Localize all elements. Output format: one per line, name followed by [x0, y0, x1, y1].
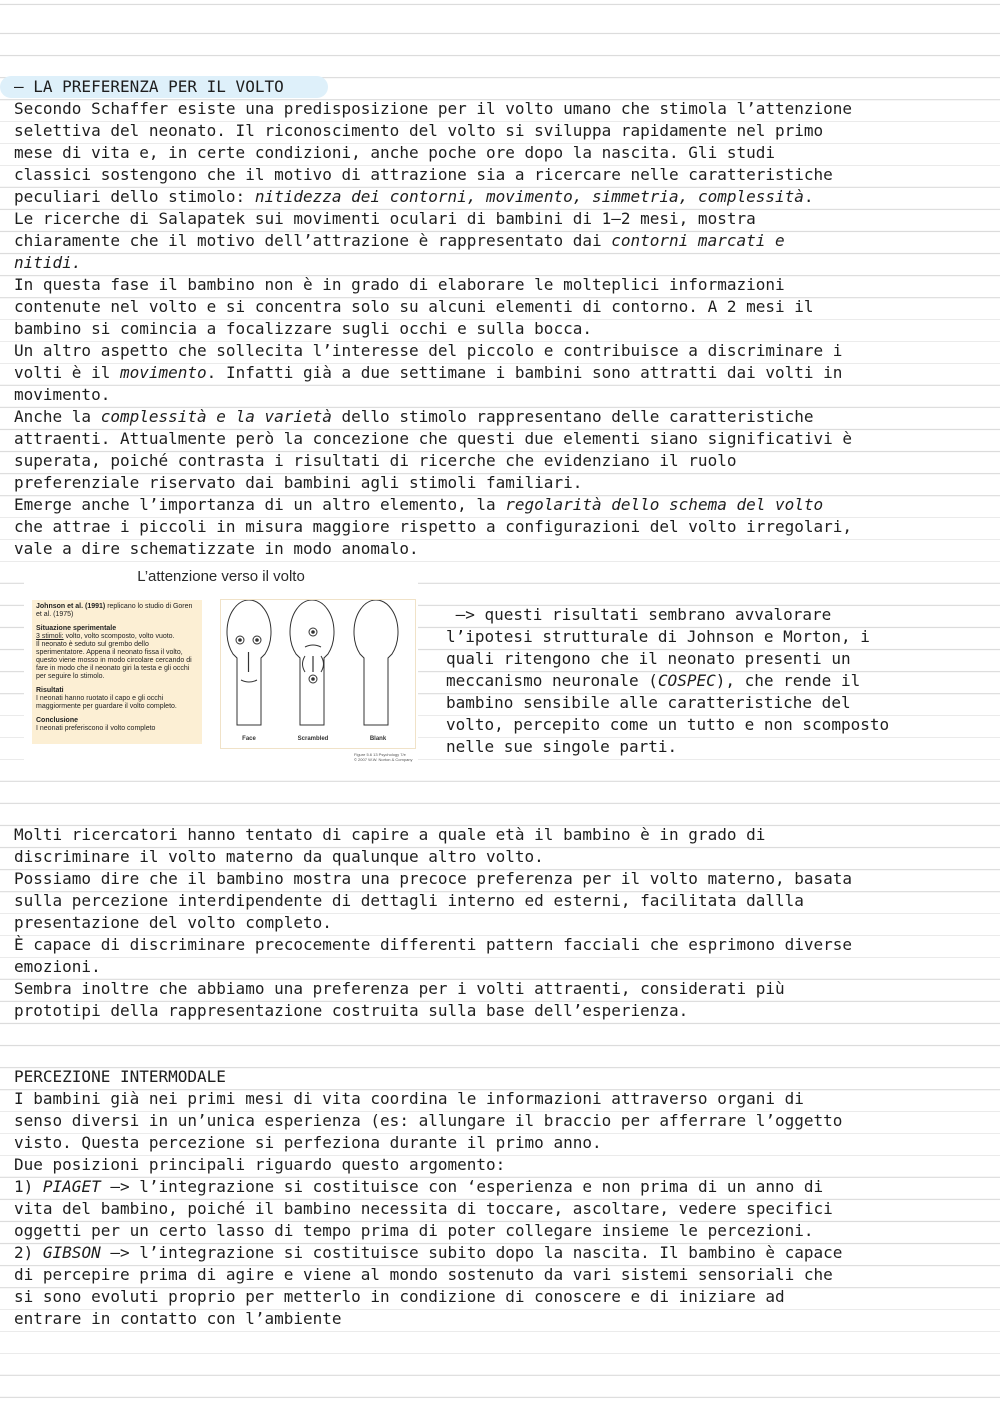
text-run: che attrae i piccoli in misura maggiore rispetto a configurazioni del volto irregolari, — [14, 517, 853, 536]
text-line — [14, 1286, 989, 1308]
text-run: oggetti per un certo lasso di tempo prima di poter collegare insieme le percezioni. — [14, 1221, 814, 1240]
text-line — [14, 230, 989, 252]
text-line — [14, 142, 989, 164]
text-run: volti è il — [14, 363, 120, 382]
italic-text: GIBSON — [42, 1243, 101, 1262]
text-line — [14, 494, 989, 516]
section-title-intermodale: PERCEZIONE INTERMODALE — [14, 1067, 226, 1086]
text-run: presentazione del volto completo. — [14, 913, 332, 932]
text-run: classici sostengono che il motivo di attrazione sia a ricercare nelle caratteristiche — [14, 165, 833, 184]
text-run: –> l’integrazione si costituisce subito dopo la nascita. Il bambino è capace — [100, 1243, 843, 1262]
text-line — [14, 1154, 989, 1176]
text-run: Possiamo dire che il bambino mostra una precoce preferenza per il volto materno, basata — [14, 869, 853, 888]
text-line — [14, 120, 989, 142]
text-run: Sembra inoltre che abbiamo una preferenza per i volti attraenti, considerati più — [14, 979, 785, 998]
text-run: Emerge anche l’importanza di un altro elemento, la — [14, 495, 506, 514]
text-line — [14, 318, 989, 340]
text-line — [14, 450, 989, 472]
text-run: Le ricerche di Salapatek sui movimenti oculari di bambini di 1–2 mesi, mostra — [14, 209, 756, 228]
text-run: Secondo Schaffer esiste una predisposizione per il volto umano che stimola l’attenzione — [14, 99, 853, 118]
text-line — [14, 164, 989, 186]
text-line — [14, 890, 989, 912]
text-line — [14, 1000, 989, 1022]
text-line — [14, 428, 989, 450]
text-run: Molti ricercatori hanno tentato di capire a quale età il bambino è in grado di — [14, 825, 766, 844]
figure-credit-line-2: © 2007 W.W. Norton & Company — [354, 757, 413, 762]
text-line — [14, 406, 989, 428]
text-run: I bambini già nei primi mesi di vita coordina le informazioni attraverso organi di — [14, 1089, 804, 1108]
text-run: bambino sensibile alle caratteristiche del — [446, 693, 851, 712]
slide-conclusione-head: Conclusione — [36, 717, 79, 724]
text-run: chiaramente che il motivo dell’attrazione è rappresentato dai — [14, 231, 612, 250]
fig-label-blank: Blank — [369, 736, 387, 742]
section-body-intermodale — [14, 1088, 989, 1330]
text-line — [446, 692, 986, 714]
text-run: emozioni. — [14, 957, 101, 976]
text-run: –> questi risultati sembrano avvalorare — [446, 605, 832, 624]
italic-text: nitidezza dei contorni, movimento, simmetria, complessità — [254, 187, 804, 206]
text-line — [446, 736, 986, 758]
text-line — [14, 516, 989, 538]
text-run: . — [803, 187, 814, 206]
text-run: bambino si comincia a focalizzare sugli occhi e sulla bocca. — [14, 319, 592, 338]
text-line — [14, 1110, 989, 1132]
text-run: preferenziale riservato dai bambini agli stimoli familiari. — [14, 473, 583, 492]
face-stimuli-figure — [220, 599, 416, 749]
text-run: movimento. — [14, 385, 111, 404]
text-line — [14, 186, 989, 208]
text-line — [446, 670, 986, 692]
section-body-volto — [14, 98, 989, 560]
face-stimulus — [227, 600, 271, 725]
slide-text-box — [32, 600, 202, 744]
text-run: meccanismo neuronale ( — [446, 671, 658, 690]
italic-text: nitidi. — [14, 253, 82, 272]
blank-stimulus — [354, 600, 398, 725]
text-line — [14, 824, 989, 846]
text-run: discriminare il volto materno da qualunque altro volto. — [14, 847, 544, 866]
text-run: ), che rende il — [715, 671, 861, 690]
section-body-volto-materno — [14, 824, 989, 1022]
text-line — [446, 648, 986, 670]
text-line — [14, 912, 989, 934]
side-note-text — [446, 604, 986, 758]
text-run: prototipi della rappresentazione costruita sulla base dell’esperienza. — [14, 1001, 689, 1020]
text-run: entrare in contatto con l’ambiente — [14, 1309, 342, 1328]
italic-text: contorni marcati e — [611, 231, 785, 250]
text-line — [14, 1198, 989, 1220]
text-line — [14, 340, 989, 362]
italic-text: regolarità dello schema del volto — [505, 495, 824, 514]
text-run: visto. Questa percezione si perfeziona durante il primo anno. — [14, 1133, 602, 1152]
text-run: mese di vita e, in certe condizioni, anche poche ore dopo la nascita. Gli studi — [14, 143, 775, 162]
text-line — [446, 604, 986, 626]
text-run: si sono evoluti proprio per metterlo in condizione di conoscere e di iniziare ad — [14, 1287, 785, 1306]
text-line — [14, 846, 989, 868]
text-line — [14, 978, 989, 1000]
text-line — [14, 868, 989, 890]
slide-intro-rest: replicano lo studio di Goren et al. (1975) — [36, 603, 193, 618]
text-run: superata, poiché contrasta i risultati di ricerche che evidenziano il ruolo — [14, 451, 737, 470]
text-run: –> l’integrazione si costituisce con ‘esperienza e non prima di un anno di — [100, 1177, 824, 1196]
fig-label-face: Face — [242, 736, 256, 742]
text-run: vale a dire schematizzate in modo anomalo. — [14, 539, 419, 558]
text-run: volto, percepito come un tutto e non scomposto — [446, 715, 890, 734]
text-run: di percepire prima di agire e viene al mondo sostenuto da vari sistemi sensoriali che — [14, 1265, 833, 1284]
text-run: 2) — [14, 1243, 43, 1262]
slide-risultati-head: Risultati — [36, 687, 64, 694]
slide-intro-bold: Johnson et al. (1991) — [36, 603, 106, 610]
text-line — [14, 1220, 989, 1242]
text-line — [14, 1176, 989, 1198]
fig-label-scrambled: Scrambled — [297, 736, 329, 742]
text-line — [14, 98, 989, 120]
text-line — [14, 208, 989, 230]
text-line — [446, 626, 986, 648]
text-line — [14, 1088, 989, 1110]
text-line — [14, 384, 989, 406]
figure-credit — [354, 752, 413, 762]
text-line — [14, 1308, 989, 1330]
text-line — [14, 274, 989, 296]
text-run: senso diversi in un’unica esperienza (es: allungare il braccio per afferrare l’oggetto — [14, 1111, 843, 1130]
text-run: È capace di discriminare precocemente differenti pattern facciali che esprimono diverse — [14, 935, 853, 954]
text-line — [14, 252, 989, 274]
section-title-volto: – LA PREFERENZA PER IL VOLTO — [14, 77, 284, 96]
embedded-slide-image — [24, 562, 418, 768]
text-run: nelle sue singole parti. — [446, 737, 678, 756]
text-line — [14, 472, 989, 494]
text-run: vita del bambino, poiché il bambino necessita di toccare, ascoltare, vedere specifici — [14, 1199, 833, 1218]
slide-risultati-text: I neonati hanno ruotato il capo e gli occhi maggiormente per guardare il volto completo. — [36, 695, 177, 710]
italic-text: complessità e la varietà — [100, 407, 332, 426]
italic-text: movimento — [119, 363, 207, 382]
slide-stimoli-label: 3 stimoli: — [36, 633, 64, 640]
slide-situazione-text: Il neonato è seduto sul grembo dello sperimentatore. Appena il neonato fissa il volto, questo viene mosso in modo circolare cercando di fare in modo che il neonato giri la testa e gli occhi per seguire lo stimolo. — [36, 641, 192, 680]
text-run: l’ipotesi strutturale di Johnson e Morton, i — [446, 627, 870, 646]
italic-text: COSPEC — [657, 671, 716, 690]
section-intermodale — [14, 1066, 989, 1330]
slide-conclusione-text: I neonati preferiscono il volto completo — [36, 725, 156, 732]
text-run: contenute nel volto e si concentra solo su alcuni elementi di contorno. A 2 mesi il — [14, 297, 814, 316]
text-run: 1) — [14, 1177, 43, 1196]
text-run: attraenti. Attualmente però la concezione che questi due elementi siano significativi è — [14, 429, 853, 448]
text-run: Un altro aspetto che sollecita l’interesse del piccolo e contribuisce a discriminare i — [14, 341, 843, 360]
italic-text: PIAGET — [42, 1177, 101, 1196]
text-run: sulla percezione interdipendente di dettagli interno ed esterni, facilitata dallla — [14, 891, 804, 910]
text-run: quali ritengono che il neonato presenti un — [446, 649, 851, 668]
text-run: . Infatti già a due settimane i bambini sono attratti dai volti in — [206, 363, 843, 382]
text-run: dello stimolo rappresentano delle caratteristiche — [331, 407, 814, 426]
text-run: selettiva del neonato. Il riconoscimento del volto si sviluppa rapidamente nel primo — [14, 121, 824, 140]
text-line — [14, 296, 989, 318]
text-run: peculiari dello stimolo: — [14, 187, 255, 206]
text-line — [446, 714, 986, 736]
text-line — [14, 956, 989, 978]
slide-situazione-head: Situazione sperimentale — [36, 625, 117, 632]
text-line — [14, 1264, 989, 1286]
scrambled-stimulus — [290, 600, 334, 725]
text-line — [14, 1132, 989, 1154]
text-run: Anche la — [14, 407, 101, 426]
slide-stimoli-text: volto, volto scomposto, volto vuoto. — [63, 633, 175, 640]
slide-title: L’attenzione verso il volto — [137, 568, 305, 585]
text-line — [14, 934, 989, 956]
text-line — [14, 362, 989, 384]
text-run: In questa fase il bambino non è in grado di elaborare le molteplici informazioni — [14, 275, 785, 294]
figure-credit-line-1: Figure 5.6 13 Psychology 7/e — [354, 752, 406, 757]
text-line — [14, 1242, 989, 1264]
text-line — [14, 538, 989, 560]
text-run: Due posizioni principali riguardo questo argomento: — [14, 1155, 506, 1174]
